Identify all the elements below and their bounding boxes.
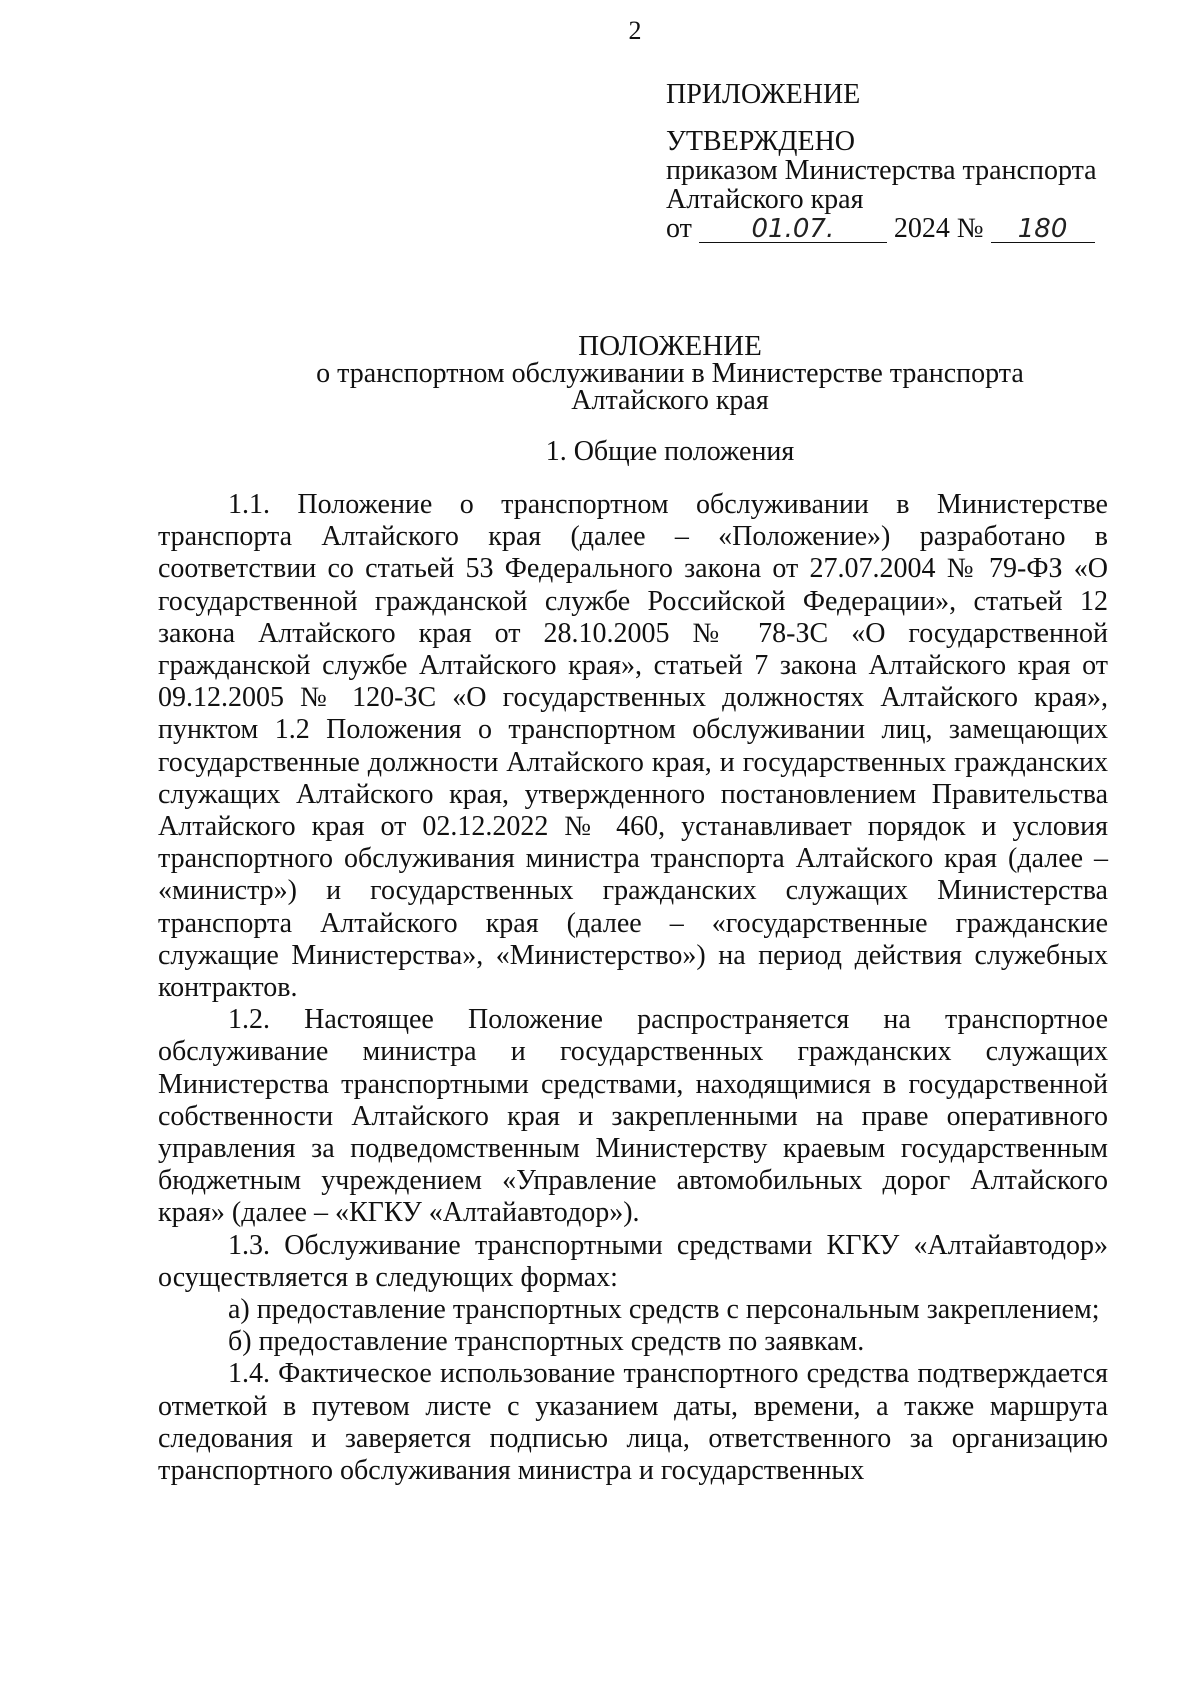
paragraph-1-3-b: б) предоставление транспортных средств по заявкам. <box>228 1326 865 1358</box>
document-title: ПОЛОЖЕНИЕ <box>578 330 762 362</box>
approval-block <box>666 80 1166 243</box>
approval-date-line <box>666 214 1166 243</box>
paragraph-1-1: 1.1. Положение о транспортном обслуживании в Министерстве транспорта Алтайского края (далее – «Положение») разработано в соответствии со статьей 53 Федерального закона от 27.07.2004 № 79-ФЗ «О государственной гражданской службе Российской Федерации», статьей 12 закона Алтайского края от 28.10.2005 № 78-ЗС «О государственной гражданской службе Алтайского края», статьей 7 закона Алтайского края от 09.12.2005 № 120-ЗС «О государственных должностях Алтайского края», пунктом 1.2 Положения о транспортном обслуживании лиц, замещающих государственные должности Алтайского края, и государственных гражданских служащих Алтайского края, утвержденного постановлением Правительства Алтайского края от 02.12.2022 № 460, устанавливает порядок и условия транспортного обслуживания министра транспорта Алтайского края (далее – «министр») и государственных гражданских служащих Министерства транспорта Алтайского края (далее – «государственные гражданские служащие Министерства», «Министерство») на период действия служебных контрактов. <box>158 489 1108 1004</box>
document-title-block <box>150 330 1190 416</box>
document-subtitle-line2: Алтайского края <box>571 385 769 416</box>
paragraph-1-3-a: а) предоставление транспортных средств с персональным закреплением; <box>228 1294 1100 1326</box>
from-label: от <box>666 213 692 244</box>
section-heading: 1. Общие положения <box>545 436 795 467</box>
approved-label: УТВЕРЖДЕНО <box>666 126 856 157</box>
paragraph-1-3: 1.3. Обслуживание транспортными средствами КГКУ «Алтайавтодор» осуществляется в следующих формах: <box>158 1229 1108 1293</box>
page-number: 2 <box>628 16 642 45</box>
document-subtitle-line1: о транспортном обслуживании в Министерстве транспорта <box>316 358 1024 389</box>
approved-by-order-line1: приказом Министерства транспорта <box>666 155 1097 186</box>
body-text <box>158 489 1108 1487</box>
year-number-label: 2024 № <box>893 213 984 244</box>
handwritten-date: 01.07. <box>699 216 887 243</box>
paragraph-1-4: 1.4. Фактическое использование транспортного средства подтверждается отметкой в путевом листе с указанием даты, времени, а также маршрута следования и заверяется подписью лица, ответственного за организацию транспортного обслуживания министра и государственных <box>158 1358 1108 1487</box>
handwritten-order-number: 180 <box>991 216 1095 243</box>
appendix-label: ПРИЛОЖЕНИЕ <box>666 79 861 110</box>
approved-by-order-line2: Алтайского края <box>666 184 864 215</box>
paragraph-1-2: 1.2. Настоящее Положение распространяется на транспортное обслуживание министра и государственных гражданских служащих Министерства транспортными средствами, находящимися в государственной собственности Алтайского края и закрепленными на праве оперативного управления за подведомственным Министерству краевым государственным бюджетным учреждением «Управление автомобильных дорог Алтайского края» (далее – «КГКУ «Алтайавтодор»). <box>158 1004 1108 1229</box>
